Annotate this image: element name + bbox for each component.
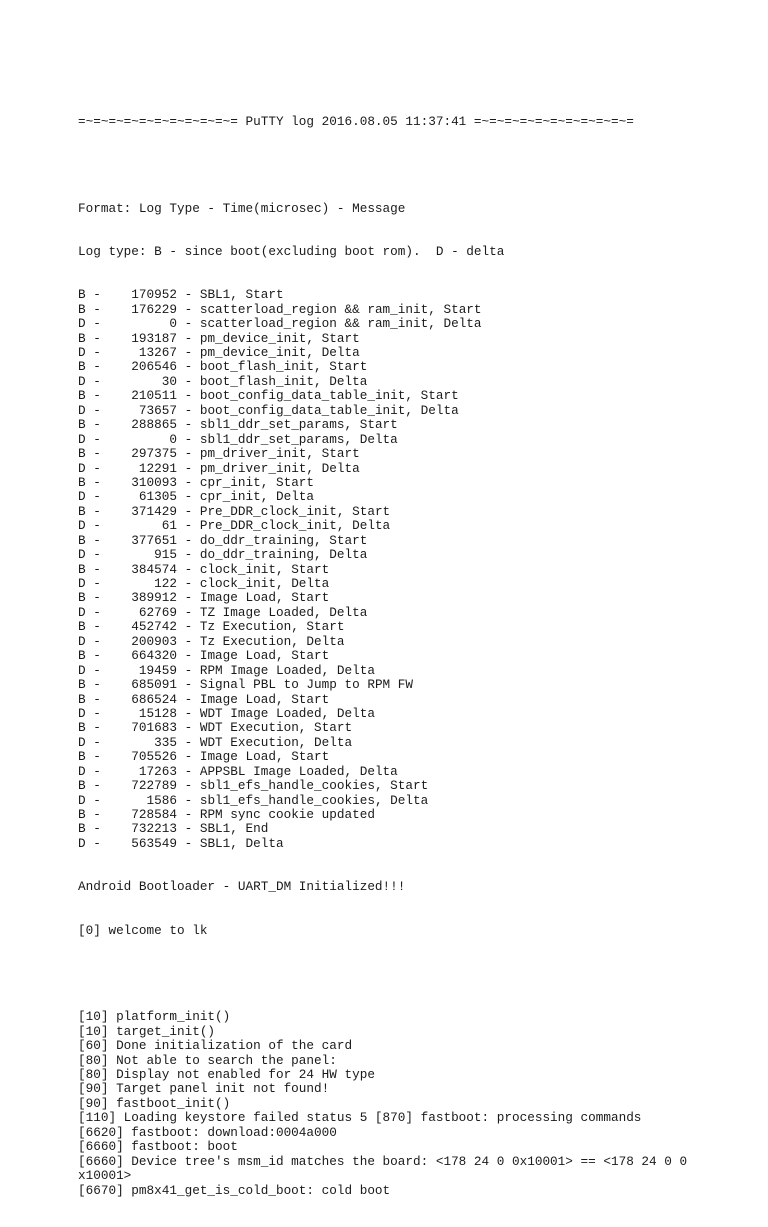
entry-message: pm_device_init, Start <box>199 330 360 346</box>
blank-line <box>78 967 718 981</box>
entry-time: 563549 <box>131 835 177 851</box>
entry-time: 61 <box>161 518 177 534</box>
entry-type: D <box>78 576 86 592</box>
entry-time: 30 <box>161 373 177 389</box>
entry-type: D <box>78 402 86 418</box>
sbl-entry: B - 193187 - pm_device_init, Start <box>78 330 360 346</box>
sbl-entry: B - 664320 - Image Load, Start <box>78 648 330 664</box>
sbl-entry: B - 206546 - boot_flash_init, Start <box>78 359 368 375</box>
entry-type: D <box>78 373 86 389</box>
sbl-entry: D - 17263 - APPSBL Image Loaded, Delta <box>78 763 398 779</box>
sbl-entry: B - 176229 - scatterload_region && ram_init, Start <box>78 301 482 317</box>
lk-log-line: [80] Not able to search the panel: <box>78 1052 337 1068</box>
entry-message: TZ Image Loaded, Delta <box>199 604 368 620</box>
entry-type: B <box>78 417 86 433</box>
entry-time: 701683 <box>131 720 177 736</box>
entry-type: B <box>78 388 86 404</box>
entry-message: WDT Execution, Delta <box>199 734 353 750</box>
entry-type: D <box>78 662 86 678</box>
sbl-entry: B - 170952 - SBL1, Start <box>78 287 284 303</box>
entry-time: 685091 <box>131 677 177 693</box>
entry-type: B <box>78 677 86 693</box>
sbl-entry: D - 19459 - RPM Image Loaded, Delta <box>78 662 375 678</box>
format-line: Format: Log Type - Time(microsec) - Message <box>78 200 406 216</box>
entry-type: D <box>78 633 86 649</box>
sbl-entry: D - 30 - boot_flash_init, Delta <box>78 373 368 389</box>
lk-log-line: [10] target_init() <box>78 1023 216 1039</box>
entry-time: 200903 <box>131 633 177 649</box>
entry-type: D <box>78 835 86 851</box>
lk-log-block <box>78 1010 718 1198</box>
entry-time: 452742 <box>131 619 177 635</box>
entry-message: RPM Image Loaded, Delta <box>199 662 375 678</box>
entry-time: 732213 <box>131 821 177 837</box>
sbl-entry: D - 12291 - pm_driver_init, Delta <box>78 460 360 476</box>
bootloader-line: Android Bootloader - UART_DM Initialized!!! <box>78 879 406 895</box>
sbl-entry: D - 335 - WDT Execution, Delta <box>78 734 353 750</box>
entry-type: D <box>78 345 86 361</box>
lk-log-line: [10] platform_init() <box>78 1009 231 1025</box>
entry-type: B <box>78 619 86 635</box>
entry-type: D <box>78 705 86 721</box>
sbl-entry: D - 73657 - boot_config_data_table_init, Delta <box>78 402 459 418</box>
lk-log-line: [110] Loading keystore failed status 5 [870] fastboot: processing commands <box>78 1110 642 1126</box>
entry-type: B <box>78 648 86 664</box>
entry-message: boot_flash_init, Start <box>199 359 368 375</box>
lk-log-line: [90] Target panel init not found! <box>78 1081 330 1097</box>
sbl-entry: D - 62769 - TZ Image Loaded, Delta <box>78 604 368 620</box>
sbl-entry: B - 732213 - SBL1, End <box>78 821 269 837</box>
entry-message: SBL1, End <box>199 821 269 837</box>
entry-message: sbl1_ddr_set_params, Delta <box>199 431 398 447</box>
entry-time: 176229 <box>131 301 177 317</box>
sbl-entry: B - 371429 - Pre_DDR_clock_init, Start <box>78 503 391 519</box>
sbl-entry: D - 13267 - pm_device_init, Delta <box>78 345 360 361</box>
entry-type: B <box>78 287 86 303</box>
entry-time: 664320 <box>131 648 177 664</box>
entry-time: 12291 <box>138 460 177 476</box>
sbl-entry: D - 200903 - Tz Execution, Delta <box>78 633 345 649</box>
entry-time: 62769 <box>138 604 177 620</box>
sbl-entry: D - 915 - do_ddr_training, Delta <box>78 547 368 563</box>
entry-message: Image Load, Start <box>199 648 330 664</box>
entry-time: 15128 <box>138 705 177 721</box>
entry-type: D <box>78 460 86 476</box>
sbl-entry: D - 1586 - sbl1_efs_handle_cookies, Delta <box>78 792 429 808</box>
entry-message: SBL1, Delta <box>199 835 284 851</box>
sbl-entry: D - 0 - sbl1_ddr_set_params, Delta <box>78 431 398 447</box>
entry-type: B <box>78 590 86 606</box>
entry-time: 206546 <box>131 359 177 375</box>
sbl-entry: B - 452742 - Tz Execution, Start <box>78 619 345 635</box>
entry-type: B <box>78 561 86 577</box>
entry-time: 377651 <box>131 532 177 548</box>
entry-type: B <box>78 330 86 346</box>
entry-message: RPM sync cookie updated <box>199 807 375 823</box>
entry-time: 170952 <box>131 287 177 303</box>
entry-message: clock_init, Start <box>199 561 330 577</box>
entry-message: pm_driver_init, Start <box>199 446 360 462</box>
entry-time: 722789 <box>131 778 177 794</box>
sbl-entry: B - 210511 - boot_config_data_table_init, Start <box>78 388 459 404</box>
entry-time: 335 <box>154 734 177 750</box>
entry-message: scatterload_region && ram_init, Delta <box>199 316 482 332</box>
format-line: Log type: B - since boot(excluding boot rom). D - delta <box>78 243 505 259</box>
sbl-entry: B - 685091 - Signal PBL to Jump to RPM FW <box>78 677 414 693</box>
entry-message: Image Load, Start <box>199 691 330 707</box>
entry-time: 17263 <box>138 763 177 779</box>
sbl-entry: D - 122 - clock_init, Delta <box>78 576 330 592</box>
entry-time: 728584 <box>131 807 177 823</box>
entry-message: boot_flash_init, Delta <box>199 373 368 389</box>
entry-time: 210511 <box>131 388 177 404</box>
entry-time: 297375 <box>131 446 177 462</box>
sbl-entry: B - 384574 - clock_init, Start <box>78 561 330 577</box>
entry-message: pm_driver_init, Delta <box>199 460 360 476</box>
entry-type: B <box>78 807 86 823</box>
entry-message: WDT Image Loaded, Delta <box>199 705 375 721</box>
blank-line <box>78 158 718 172</box>
entry-time: 73657 <box>138 402 177 418</box>
entry-message: Tz Execution, Start <box>199 619 345 635</box>
entry-message: pm_device_init, Delta <box>199 345 360 361</box>
entry-type: B <box>78 301 86 317</box>
entry-time: 13267 <box>138 345 177 361</box>
sbl-entry: B - 722789 - sbl1_efs_handle_cookies, Start <box>78 778 429 794</box>
bootloader-line: [0] welcome to lk <box>78 922 208 938</box>
entry-time: 122 <box>154 576 177 592</box>
entry-time: 705526 <box>131 749 177 765</box>
entry-message: Pre_DDR_clock_init, Delta <box>199 518 391 534</box>
entry-type: D <box>78 763 86 779</box>
log-text <box>78 86 718 1227</box>
sbl-entry: D - 0 - scatterload_region && ram_init, Delta <box>78 316 482 332</box>
entry-type: B <box>78 691 86 707</box>
entry-time: 389912 <box>131 590 177 606</box>
entry-message: Image Load, Start <box>199 749 330 765</box>
lk-log-line: [6660] Device tree's msm_id matches the board: <178 24 0 0x10001> == <178 24 0 0 <box>78 1153 688 1169</box>
entry-message: Pre_DDR_clock_init, Start <box>199 503 391 519</box>
entry-message: Image Load, Start <box>199 590 330 606</box>
entry-time: 61305 <box>138 489 177 505</box>
entry-message: boot_config_data_table_init, Delta <box>199 402 459 418</box>
entry-message: do_ddr_training, Start <box>199 532 368 548</box>
entry-type: B <box>78 503 86 519</box>
entry-time: 0 <box>169 431 177 447</box>
sbl-entry: B - 686524 - Image Load, Start <box>78 691 330 707</box>
sbl-entry: B - 389912 - Image Load, Start <box>78 590 330 606</box>
lk-log-line: [6670] pm8x41_get_is_cold_boot: cold boot <box>78 1182 391 1198</box>
entry-type: D <box>78 792 86 808</box>
lk-log-line: [60] Done initialization of the card <box>78 1038 353 1054</box>
lk-log-line: [90] fastboot_init() <box>78 1095 231 1111</box>
entry-message: APPSBL Image Loaded, Delta <box>199 763 398 779</box>
entry-message: WDT Execution, Start <box>199 720 353 736</box>
entry-type: D <box>78 518 86 534</box>
sbl-entry: B - 705526 - Image Load, Start <box>78 749 330 765</box>
lk-log-line: x10001> <box>78 1168 132 1184</box>
entry-time: 915 <box>154 547 177 563</box>
entry-message: scatterload_region && ram_init, Start <box>199 301 482 317</box>
entry-message: SBL1, Start <box>199 287 284 303</box>
sbl-entry: D - 563549 - SBL1, Delta <box>78 835 284 851</box>
entry-time: 310093 <box>131 474 177 490</box>
sbl-entry: B - 728584 - RPM sync cookie updated <box>78 807 375 823</box>
sbl-entry: B - 701683 - WDT Execution, Start <box>78 720 353 736</box>
entry-type: B <box>78 474 86 490</box>
lk-log-line: [6620] fastboot: download:0004a000 <box>78 1124 337 1140</box>
entry-message: cpr_init, Delta <box>199 489 315 505</box>
entry-type: D <box>78 431 86 447</box>
entry-time: 686524 <box>131 691 177 707</box>
entry-message: cpr_init, Start <box>199 474 315 490</box>
entry-message: sbl1_efs_handle_cookies, Start <box>199 778 429 794</box>
entry-type: B <box>78 821 86 837</box>
entry-type: B <box>78 359 86 375</box>
entry-time: 19459 <box>138 662 177 678</box>
entry-message: Signal PBL to Jump to RPM FW <box>199 677 414 693</box>
entry-time: 0 <box>169 316 177 332</box>
entry-time: 288865 <box>131 417 177 433</box>
entry-type: D <box>78 489 86 505</box>
entry-message: sbl1_ddr_set_params, Start <box>199 417 398 433</box>
entry-message: do_ddr_training, Delta <box>199 547 368 563</box>
entry-type: B <box>78 532 86 548</box>
entry-message: boot_config_data_table_init, Start <box>199 388 459 404</box>
entry-message: clock_init, Delta <box>199 576 330 592</box>
entry-type: B <box>78 778 86 794</box>
entry-time: 384574 <box>131 561 177 577</box>
entry-time: 193187 <box>131 330 177 346</box>
entry-type: D <box>78 604 86 620</box>
sbl-entry: B - 310093 - cpr_init, Start <box>78 474 315 490</box>
sbl-entry: D - 15128 - WDT Image Loaded, Delta <box>78 705 375 721</box>
entry-time: 1586 <box>146 792 177 808</box>
entry-type: D <box>78 547 86 563</box>
entry-type: D <box>78 316 86 332</box>
entry-type: B <box>78 446 86 462</box>
sbl-log-block <box>78 288 718 851</box>
entry-message: Tz Execution, Delta <box>199 633 345 649</box>
sbl-entry: D - 61305 - cpr_init, Delta <box>78 489 315 505</box>
entry-message: sbl1_efs_handle_cookies, Delta <box>199 792 429 808</box>
entry-type: B <box>78 720 86 736</box>
entry-time: 371429 <box>131 503 177 519</box>
entry-type: D <box>78 734 86 750</box>
log-header: =~=~=~=~=~=~=~=~=~=~= PuTTY log 2016.08.05 11:37:41 =~=~=~=~=~=~=~=~=~=~= <box>78 113 634 129</box>
sbl-entry: B - 377651 - do_ddr_training, Start <box>78 532 368 548</box>
sbl-entry: B - 288865 - sbl1_ddr_set_params, Start <box>78 417 398 433</box>
lk-log-line: [80] Display not enabled for 24 HW type <box>78 1067 375 1083</box>
lk-log-line: [6660] fastboot: boot <box>78 1139 238 1155</box>
sbl-entry: D - 61 - Pre_DDR_clock_init, Delta <box>78 518 391 534</box>
entry-type: B <box>78 749 86 765</box>
sbl-entry: B - 297375 - pm_driver_init, Start <box>78 446 360 462</box>
